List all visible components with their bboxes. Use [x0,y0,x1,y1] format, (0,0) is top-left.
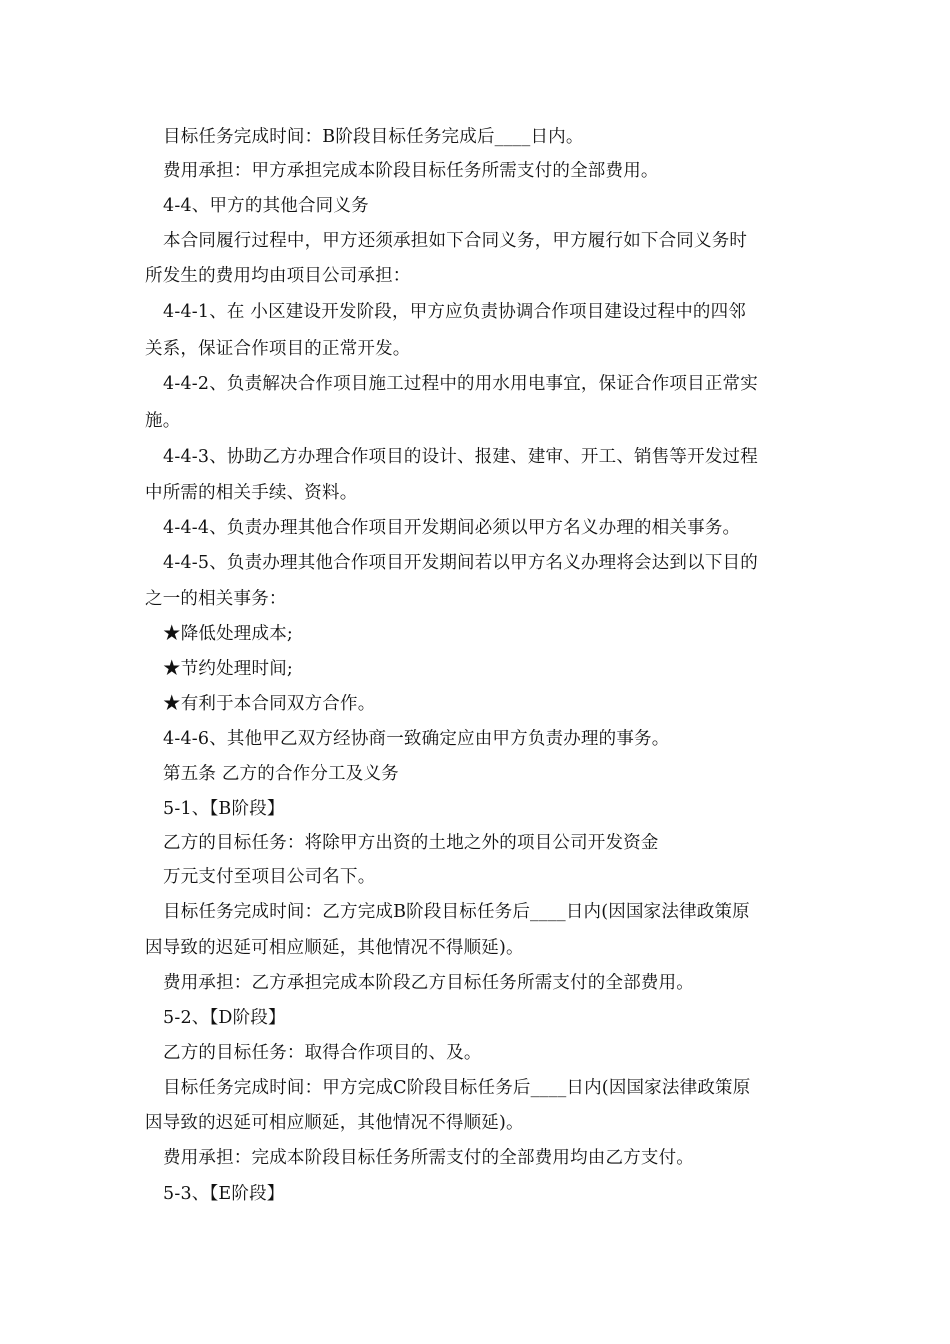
paragraph-line: 万元支付至项目公司名下。 [163,867,376,887]
paragraph-line: 中所需的相关手续、资料。 [145,483,358,503]
paragraph-line: 4-4-3、协助乙方办理合作项目的设计、报建、建审、开工、销售等开发过程 [163,447,758,467]
paragraph-line: 4-4-2、负责解决合作项目施工过程中的用水用电事宜，保证合作项目正常实 [163,374,758,394]
paragraph-line: 费用承担：甲方承担完成本阶段目标任务所需支付的全部费用。 [163,161,659,181]
paragraph-line: 4-4-1、在 小区建设开发阶段，甲方应负责协调合作项目建设过程中的四邻 [163,302,746,322]
section-heading: 5-1、【B阶段】 [163,799,285,819]
paragraph-line: 费用承担：乙方承担完成本阶段乙方目标任务所需支付的全部费用。 [163,973,694,993]
section-heading: 4-4、甲方的其他合同义务 [163,196,369,216]
paragraph-line: 因导致的迟延可相应顺延，其他情况不得顺延)。 [145,938,524,958]
paragraph-line: 本合同履行过程中，甲方还须承担如下合同义务，甲方履行如下合同义务时 [163,231,748,251]
paragraph-line: 4-4-5、负责办理其他合作项目开发期间若以甲方名义办理将会达到以下目的 [163,553,758,573]
paragraph-line: 费用承担：完成本阶段目标任务所需支付的全部费用均由乙方支付。 [163,1148,694,1168]
section-heading: 5-2、【D阶段】 [163,1008,286,1028]
list-item: ★有利于本合同双方合作。 [163,694,376,714]
paragraph-line: 目标任务完成时间：甲方完成C阶段目标任务后____日内(因国家法律政策原 [163,1078,751,1098]
paragraph-line: 乙方的目标任务：取得合作项目的、及。 [163,1043,482,1063]
paragraph-line: 目标任务完成时间：B阶段目标任务完成后____日内。 [163,127,584,147]
paragraph-line: 目标任务完成时间：乙方完成B阶段目标任务后____日内(因国家法律政策原 [163,902,750,922]
paragraph-line: 4-4-4、负责办理其他合作项目开发期间必须以甲方名义办理的相关事务。 [163,518,741,538]
paragraph-line: 4-4-6、其他甲乙双方经协商一致确定应由甲方负责办理的事务。 [163,729,670,749]
paragraph-line: 因导致的迟延可相应顺延，其他情况不得顺延)。 [145,1113,524,1133]
list-item: ★降低处理成本; [163,624,293,644]
section-heading: 5-3、【E阶段】 [163,1184,285,1204]
paragraph-line: 所发生的费用均由项目公司承担： [145,266,411,286]
paragraph-line: 关系，保证合作项目的正常开发。 [145,339,411,359]
article-heading: 第五条 乙方的合作分工及义务 [163,764,399,784]
paragraph-line: 施。 [145,411,181,431]
paragraph-line: 之一的相关事务： [145,589,287,609]
paragraph-line: 乙方的目标任务：将除甲方出资的土地之外的项目公司开发资金 [163,833,659,853]
list-item: ★节约处理时间; [163,659,293,679]
